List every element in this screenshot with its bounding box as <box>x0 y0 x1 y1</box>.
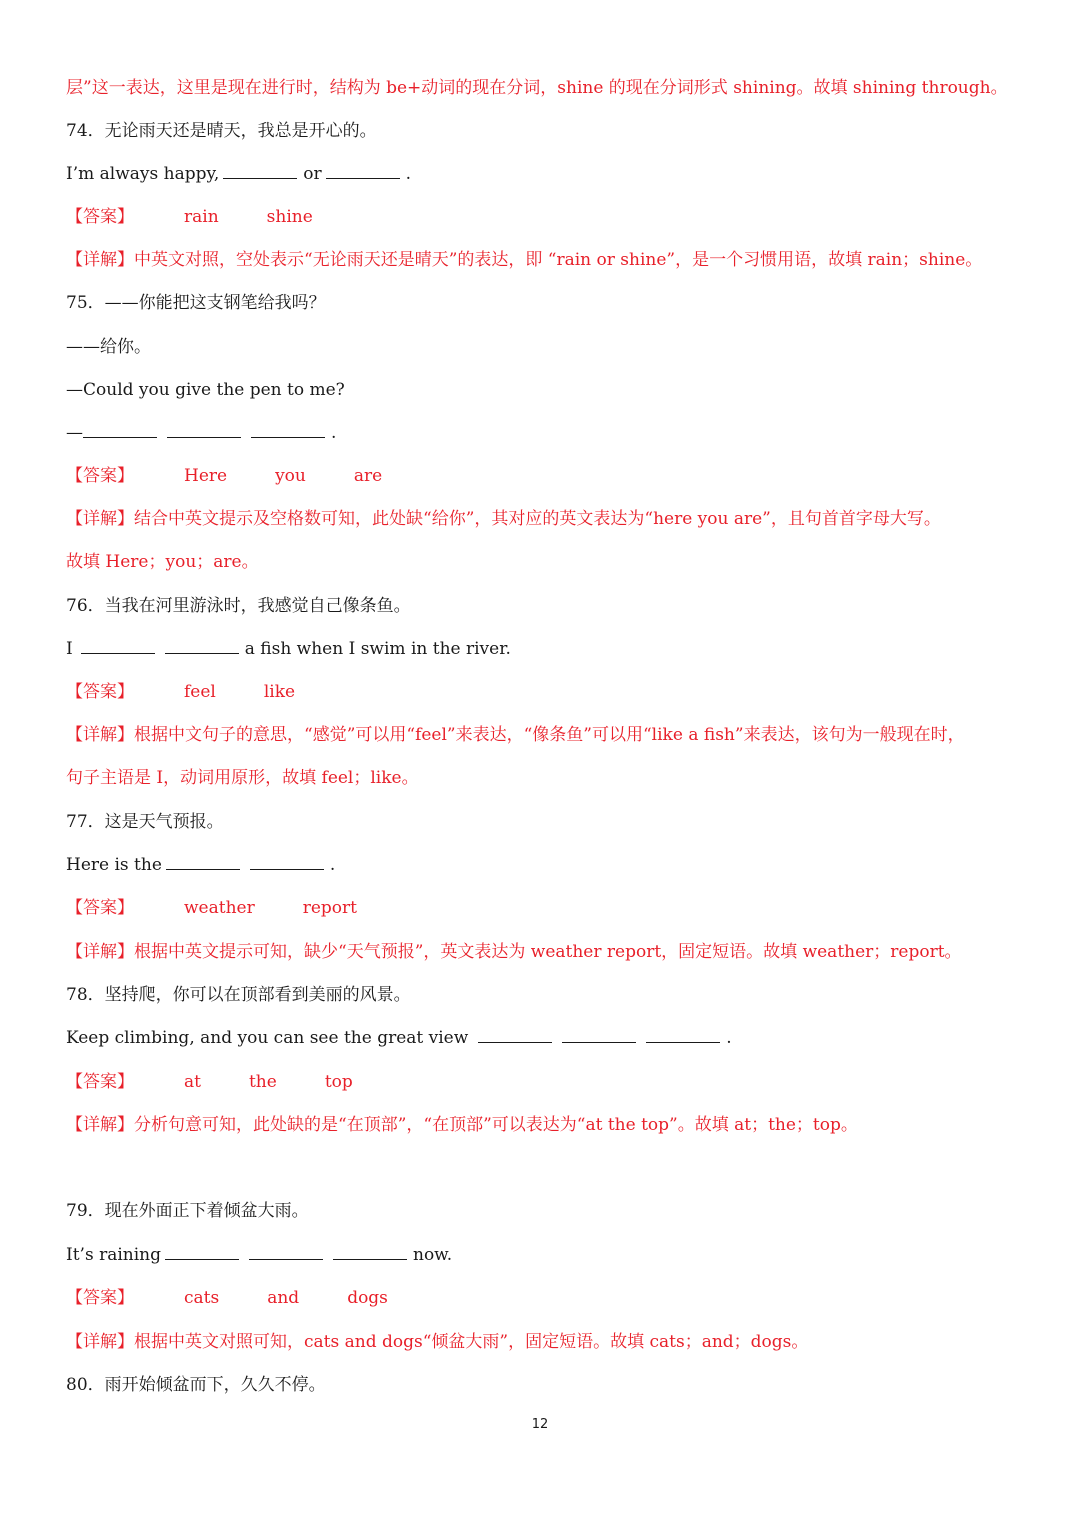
answer-79 <box>66 1286 388 1310</box>
question-74-prompt: 74．无论雨天还是晴天，我总是开心的。 <box>66 121 377 141</box>
detail-76 <box>66 723 965 747</box>
answer-78 <box>66 1070 353 1094</box>
period: . <box>726 1028 732 1048</box>
blank <box>167 421 241 438</box>
question-75-blanks <box>66 421 336 445</box>
detail-label: 【详解】 <box>66 250 134 270</box>
detail-text: 根据中文句子的意思，“感觉”可以用“feel”来表达，“像条鱼”可以用“like a fish”来表达，该句为一般现在时， <box>134 725 965 745</box>
dash: — <box>66 423 83 443</box>
detail-75 <box>66 507 941 531</box>
detail-text: 分析句意可知，此处缺的是“在顶部”，“在顶部”可以表达为“at the top”。故填 at；the；top。 <box>134 1115 858 1135</box>
blank <box>326 162 400 179</box>
blank <box>562 1026 636 1043</box>
detail-74 <box>66 248 982 272</box>
blank <box>165 637 239 654</box>
answer-word: weather <box>184 898 255 918</box>
sentence-text: I’m always happy, <box>66 164 220 184</box>
sentence-text: Here is the <box>66 855 162 875</box>
sentence-text: I <box>66 639 73 659</box>
blank <box>250 853 324 870</box>
answer-label: 【答案】 <box>66 898 134 918</box>
page-number: 12 <box>531 1417 549 1432</box>
answer-word: at <box>184 1072 201 1092</box>
detail-78 <box>66 1113 858 1137</box>
answer-word: feel <box>184 682 216 702</box>
blank <box>83 421 157 438</box>
sentence-text: It’s raining <box>66 1245 161 1265</box>
question-78-sentence <box>66 1026 732 1050</box>
sentence-text: . <box>405 164 412 184</box>
detail-label: 【详解】 <box>66 509 134 529</box>
detail-text: 中英文对照，空处表示“无论雨天还是晴天”的表达，即 “rain or shine”，是一个习惯用语，故填 rain；shine。 <box>134 250 983 270</box>
answer-word: the <box>248 1072 277 1092</box>
blank <box>333 1243 407 1260</box>
blank <box>251 421 325 438</box>
question-75-reply: ——给你。 <box>66 337 151 357</box>
sentence-text: or <box>303 164 322 184</box>
sentence-text: now. <box>413 1245 453 1265</box>
question-75-english: —Could you give the pen to me? <box>66 380 345 400</box>
answer-74 <box>66 205 313 229</box>
question-75-prompt: 75．——你能把这支钢笔给我吗？ <box>66 293 326 313</box>
answer-label: 【答案】 <box>66 682 134 702</box>
detail-77 <box>66 940 962 964</box>
answer-word: shine <box>266 207 313 227</box>
sentence-text: Keep climbing, and you can see the great view <box>66 1028 469 1048</box>
sentence-text: a fish when I swim in the river. <box>244 639 511 659</box>
answer-label: 【答案】 <box>66 207 134 227</box>
question-79-sentence <box>66 1243 452 1267</box>
answer-label: 【答案】 <box>66 466 134 486</box>
answer-word: dogs <box>347 1288 388 1308</box>
question-76-sentence <box>66 637 511 661</box>
answer-word: Here <box>184 466 228 486</box>
answer-label: 【答案】 <box>66 1288 134 1308</box>
detail-label: 【详解】 <box>66 1115 134 1135</box>
detail-label: 【详解】 <box>66 1332 134 1352</box>
answer-word: report <box>302 898 357 918</box>
blank <box>478 1026 552 1043</box>
blank <box>165 1243 239 1260</box>
answer-word: like <box>263 682 296 702</box>
detail-79 <box>66 1330 808 1354</box>
detail-76-cont: 句子主语是 I，动词用原形，故填 feel；like。 <box>66 768 419 788</box>
blank <box>81 637 155 654</box>
answer-label: 【答案】 <box>66 1072 134 1092</box>
question-77-prompt: 77．这是天气预报。 <box>66 812 224 832</box>
blank <box>646 1026 720 1043</box>
blank <box>223 162 297 179</box>
answer-word: you <box>275 466 306 486</box>
answer-75 <box>66 464 382 488</box>
detail-label: 【详解】 <box>66 725 134 745</box>
period: . <box>329 855 336 875</box>
answer-word: top <box>324 1072 353 1092</box>
question-79-prompt: 79．现在外面正下着倾盆大雨。 <box>66 1201 309 1221</box>
blank <box>249 1243 323 1260</box>
explanation-tail: 层”这一表达，这里是现在进行时，结构为 be+动词的现在分词，shine 的现在分词形式 shining。故填 shining through。 <box>66 78 1008 98</box>
detail-75-cont: 故填 Here；you；are。 <box>66 552 259 572</box>
answer-77 <box>66 896 357 920</box>
detail-text: 根据中英文对照可知，cats and dogs“倾盆大雨”，固定短语。故填 cats；and；dogs。 <box>134 1332 809 1352</box>
detail-text: 根据中英文提示可知，缺少“天气预报”，英文表达为 weather report，固定短语。故填 weather；report。 <box>134 942 962 962</box>
question-74-sentence <box>66 162 411 186</box>
question-78-prompt: 78．坚持爬，你可以在顶部看到美丽的风景。 <box>66 985 411 1005</box>
answer-word: and <box>267 1288 300 1308</box>
answer-word: cats <box>184 1288 220 1308</box>
question-77-sentence <box>66 853 335 877</box>
detail-text: 结合中英文提示及空格数可知，此处缺“给你”，其对应的英文表达为“here you are”，且句首首字母大写。 <box>134 509 941 529</box>
detail-label: 【详解】 <box>66 942 134 962</box>
answer-word: are <box>353 466 383 486</box>
blank <box>166 853 240 870</box>
answer-76 <box>66 680 295 704</box>
question-76-prompt: 76．当我在河里游泳时，我感觉自己像条鱼。 <box>66 596 411 616</box>
answer-word: rain <box>184 207 219 227</box>
period: . <box>331 423 337 443</box>
question-80-prompt: 80．雨开始倾盆而下，久久不停。 <box>66 1375 326 1395</box>
